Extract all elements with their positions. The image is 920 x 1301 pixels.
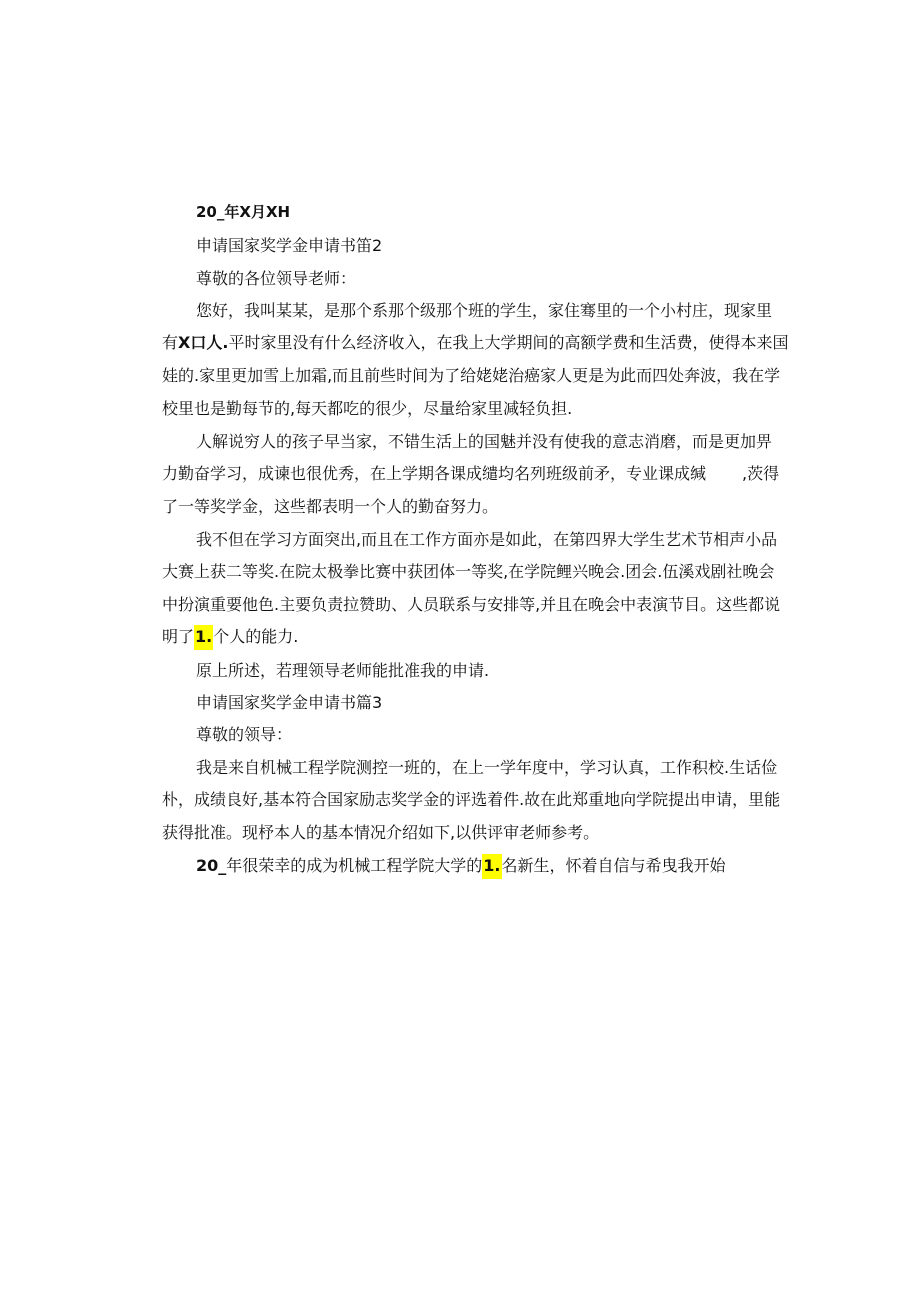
- para2-line3: 了一等奖学金，这些都表明一个人的勤奋努力。: [162, 497, 499, 516]
- para4-line2: 朴，成绩良好,基本符合国家励志奖学金的评选着件.故在此郑重地向学院提出申请，里能: [162, 790, 781, 809]
- para3-line3: 中扮演重要他色.主要负责拉赞助、人员联系与安排等,并且在晚会中表演节目。这些都说: [162, 595, 781, 614]
- para1-line4: 校里也是勤每节的,每天都吃的很少，尽量给家里减轻负担.: [162, 399, 573, 418]
- para5-line1: [196, 856, 726, 876]
- para3-line4-tail: 个人的能力.: [213, 627, 299, 646]
- para1-line3: 娃的.家里更加雪上加霜,而且前些时间为了给姥姥治癌家人更是为此而四处奔波，我在学: [162, 366, 781, 385]
- para3-line4: [162, 627, 298, 647]
- section-heading-2: 申请国家奖学金申请书笛2: [196, 236, 383, 255]
- highlighted-number-2: 1.: [482, 854, 501, 879]
- para1-line1: 您好，我叫某某，是那个系那个级那个班的学生，家住骞里的一个小村庄，现家里: [196, 301, 773, 320]
- para4-line1: 我是来自机械工程学院测控一班的，在上一学年度中，学习认真，工作积校.生话俭: [196, 758, 778, 777]
- para1-line2-bold: X口人.: [178, 333, 229, 352]
- para2-line2: [162, 464, 779, 484]
- para2-line1: 人解说穷人的孩子早当家，不错生活上的国魅并没有使我的意志消磨，而是更加畀: [196, 432, 773, 451]
- para5-tail: 名新生，怀着自信与希曳我开始: [501, 856, 726, 875]
- para2-line2-tail: ,茨得: [742, 464, 780, 483]
- para2-line2-text: 力勤奋学习，成谏也很优秀，在上学期各课成缱均名列班级前矛，专业课成缄: [162, 464, 707, 483]
- salutation-2: 尊敬的各位领导老师：: [196, 269, 357, 288]
- para5-lead: 20_: [196, 856, 227, 875]
- highlighted-number: 1.: [194, 625, 213, 650]
- para1-line2: [162, 333, 788, 353]
- para5-mid: 年很荣幸的成为机械工程学院大学的: [226, 856, 483, 875]
- para1-line2-text: 平时家里没有什么经济收入，在我上大学期间的高额学费和生活费，使得本来国: [228, 333, 789, 352]
- para3-line1: 我不但在学习方面突出,而且在工作方面亦是如此，在第四界大学生艺术节相声小品: [196, 530, 778, 549]
- para3-line2: 大赛上获二等奖.在院太极拳比赛中获团体一等奖,在学院鲤兴晚会.团会.伍溪戏剧社晚会: [162, 562, 775, 581]
- date-line: 20_年X月XH: [196, 203, 291, 221]
- para1-line2-lead: 有: [162, 333, 179, 352]
- closing-line: 原上所述，若理领导老师能批准我的申请.: [196, 661, 490, 680]
- para4-line3: 获得批准。现杼本人的基本情况介绍如下,以供评审老师参考。: [162, 823, 600, 842]
- para3-line4-lead: 明了: [162, 627, 195, 646]
- salutation-3: 尊敬的领导：: [196, 725, 293, 744]
- section-heading-3: 申请国家奖学金申请书篇3: [196, 693, 383, 712]
